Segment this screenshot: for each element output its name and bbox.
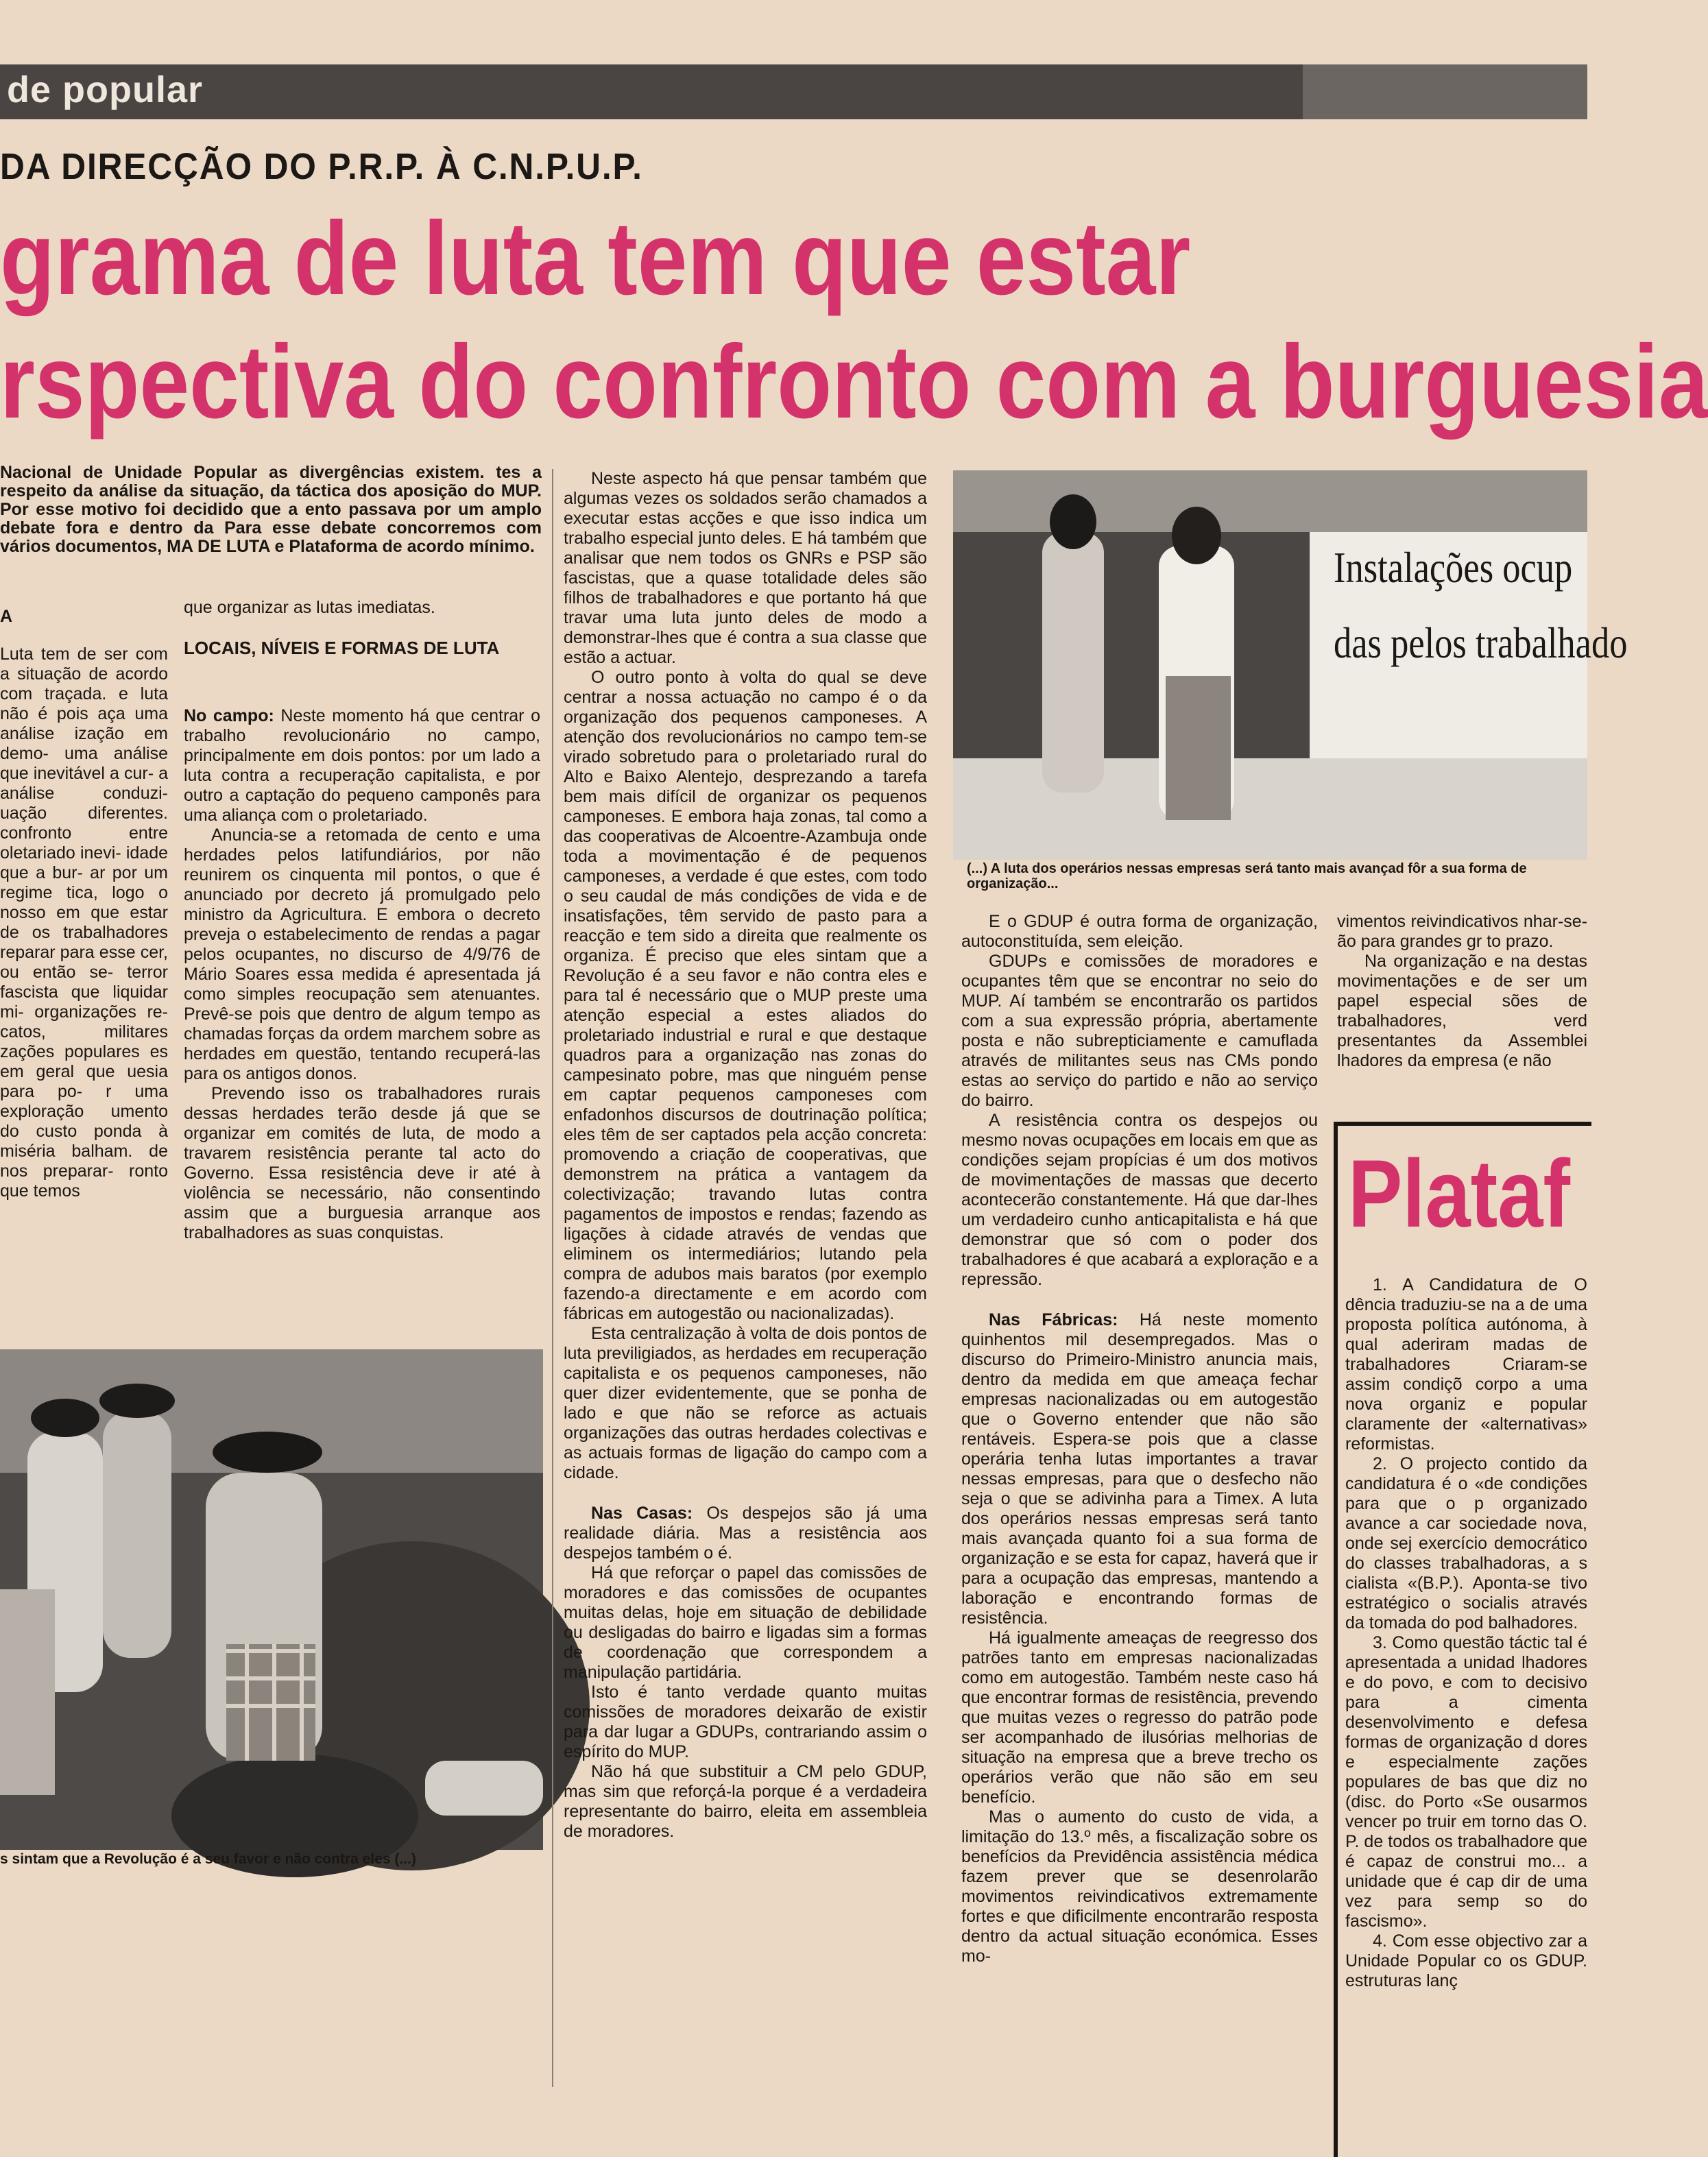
platform-title: Plataf [1348,1140,1571,1247]
column-1-marker: A [0,607,13,626]
section-title: de popular [7,69,204,110]
sign-line-1: Instalações ocup [1334,543,1573,592]
paragraph: Na organização e na destas movimentações e de ser um papel especial sões de trabalhadores, verd presentantes da Assemblei lhadores da empresa (e não [1337,952,1587,1070]
paragraph-text: Os despejos são já uma realidade diária. Mas a resistência aos despejos também o é. [564,1504,927,1563]
subhead-locais: LOCAIS, NÍVEIS E FORMAS DE LUTA [184,638,500,658]
paragraph: 1. A Candidatura de O dência traduziu-se na a de uma proposta política autónoma, à qual aderiram madas de trabalhadores Criaram-se assim condiçõ corpo a uma nova organiz e popular claramente der «alternativas» reformistas. [1345,1275,1587,1454]
paragraph: 3. Como questão táctic tal é apresentada a unidad lhadores e do povo, e com to decisivo para a cimenta desenvolvimento e defesa formas de organização d dores e especialmente zações populares de bas que diz no (disc. do Porto «Se ousarmos vencer po truir em torno das O. P. de todos os trabalhadore que é capaz de construi mo... a unidade que é cap dir de uma vez para semp so do fascismo». [1345,1633,1587,1931]
platform-text [1345,1275,1587,1991]
paragraph: 2. O projecto contido da candidatura é o «de condições para que o p organizado avance a car sociedade nova, onde sej exercício democrático do classes trabalhadoras, a s cialista «(B.P.). Aponta-se tivo estratégico o socialis através da tomada do pod balhadores. [1345,1454,1587,1632]
lead-in: Nas Fábricas: [989,1310,1118,1329]
paragraph: Prevendo isso os trabalhadores rurais dessas herdades terão desde já que se organizar em comités de luta, de modo a travarem resistência perante tal acto do Governo. Essa resistência deve ir até à violência se necessário, não consentindo assim que a burguesia arranque aos trabalhadores as suas conquistas. [184,1084,540,1242]
paragraph: E o GDUP é outra forma de organização, autoconstituída, sem eleição. [961,912,1318,951]
paragraph: GDUPs e comissões de moradores e ocupantes têm que se encontrar no seio do MUP. Aí também se encontrarão os partidos com a sua expressão própria, abertamente posta e não subrepticiamente e camuflada através de militantes seus nas CMs pondo estas ao serviço do partido e não ao serviço do bairro. [961,952,1318,1110]
column-4 [961,912,1318,1966]
lead-in: No campo: [184,706,274,725]
kicker: DA DIRECÇÃO DO P.R.P. À C.N.P.U.P. [0,146,643,187]
photo-occupied-building-caption: (...) A luta dos operários nessas empresas será tanto mais avançad fôr a sua forma de organização... [967,861,1527,891]
column-2 [184,706,540,1243]
headline-line-2: rspectiva do confronto com a burguesia [0,324,1708,440]
column-divider [552,469,553,2087]
lead-in: Nas Casas: [591,1504,693,1523]
paragraph: Isto é tanto verdade quanto muitas comissões de moradores deixarão de existir para dar lugar a GDUPs, contrariando assim o espírito do MUP. [564,1683,927,1761]
photo-peasants [0,1349,543,1850]
paragraph [564,1504,927,1563]
paragraph: Há igualmente ameaças de reegresso dos patrões tanto em empresas nacionalizadas como em autogestão. Também neste caso há que encontrar formas de resistência, prevendo que muitas vezes o regresso do patrão pode ser acompanhado de ilusórias melhorias de situação na empresa que a breve trecho os operários verão que não são em seu benefício. [961,1628,1318,1807]
paragraph-text: Neste momento há que centrar o trabalho revolucionário no campo, principalmente em dois pontos: por um lado a luta contra a recuperação capitalista, e por outro a captação do pequeno camponês para uma aliança com o proletariado. [184,706,540,825]
photo-peasants-caption: s sintam que a Revolução é a seu favor e não contra eles (...) [0,1851,416,1867]
paragraph [184,706,540,826]
sign-line-2: das pelos trabalhado [1334,618,1628,667]
paragraph: 4. Com esse objectivo zar a Unidade Popular co os GDUP. estruturas lanç [1345,1931,1587,1990]
paragraph-text: Há neste momento quinhentos mil desempregados. Mas o discurso do Primeiro-Ministro anuncia mais, dentro da medida em que ameaça fechar empresas nacionalizadas ou em autogestão que o Governo entender que não são rentáveis. Espera-se pois que a classe operária tenha lutas importantes a travar nessas empresas, para que o desfecho não seja o que se adivinha para a Timex. A luta dos operários nessas empresas será tanto mais avançada quanto foi a sua forma de organização e se esta for capaz, haverá que ir para a ocupação das empresas, mantendo a laboração e encontrando formas de resistência. [961,1310,1318,1628]
paragraph: Não há que substituir a CM pelo GDUP, mas sim que reforçá-la porque é a verdadeira representante do bairro, eleita em assembleia de moradores. [564,1762,927,1841]
lede: Nacional de Unidade Popular as divergências existem. tes a respeito da análise da situação, da táctica dos aposição do MUP. Por esse motivo foi decidido que a ento passava por um amplo debate fora e dentro da Para esse debate concorremos com vários documentos, MA DE LUTA e Plataforma de acordo mínimo. [0,463,542,556]
column-1: Luta tem de ser com a situação de acordo com traçada. e luta não é pois aça uma análise ização em demo- uma análise que inevitável a cur- a análise conduzi- uação diferentes. confronto entre oletariado inevi- idade que a bur- ar por um regime tica, logo o nosso em que estar de os trabalhadores reparar para esse cer, ou então se- terror fascista que liquidar mi- organizações re- catos, militares zações populares es em geral que uesia para po- r uma exploração umento do custo ponda à miséria balham. de nos preparar- ronto que temos [0,644,168,1201]
column-3 [564,469,927,1842]
paragraph: Há que reforçar o papel das comissões de moradores e das comissões de ocupantes muitas delas, hoje em situação de debilidade ou desligadas do bairro e ligadas sim a formas de coordenação que correspondem a manipulação partidária. [564,1563,927,1682]
photo-peasants-image [0,1349,543,1850]
paragraph: O outro ponto à volta do qual se deve centrar a nossa actuação no campo é o da organização dos pequenos camponeses. A atenção dos revolucionários no campo tem-se virado sobretudo para o proletariado rural do Alto e Baixo Alentejo, desprezando a tarefa bem mais difícil de organizar os pequenos camponeses. E embora haja zonas, tal como a das cooperativas de Alcoentre-Azambuja onde toda a movimentação é de pequenos camponeses, a verdade é que estes, com todo o seu caudal de más condições de vida e de insatisfações, têm servido de pasto para a reacção e tem sido a direita que realmente os organiza. É preciso que eles sintam que a Revolução é a seu favor e não contra eles e para tal é necessário que o MUP preste uma atenção especial a estes aliados do proletariado industrial e rural e que destaque quadros para a organização nas zonas do campesinato pobre, mas que ninguém pense em captar pequenos camponeses com enfadonhos discursos de doutrinação política; eles têm de ser captados pela acção concreta: promovendo a criação de cooperativas, que demonstrem na prática a vantagem da colectivização; travando lutas contra pagamentos de impostos e rendas; fazendo as ligações à cidade através de vendas que eliminem os intermediários; lutando pela compra de adubos mais baratos (por exemplo fazendo-a directamente e em acordo com fábricas em autogestão ou nacionalizadas). [564,668,927,1323]
column-5-top [1337,912,1587,1071]
paragraph: Esta centralização à volta de dois pontos de luta previligiados, as herdades em recuperação capitalista e os pequenos camponeses, não quer dizer evidentemente, que se ponha de lado e que não se reforce as actuais organizações das outras herdades colectivas e as actuais formas de ligação do campo com a cidade. [564,1324,927,1482]
paragraph: A resistência contra os despejos ou mesmo novas ocupações em locais em que as condições sejam propícias é um dos motivos de movimentações de massas que decerto acontecerão constantemente. Há que dar-lhes um verdadeiro cunho anticapitalista e há que demonstrar que só com o poder dos trabalhadores é que acabará a exploração e a repressão. [961,1111,1318,1289]
paragraph: Neste aspecto há que pensar também que algumas vezes os soldados serão chamados a executar estas acções e que isso indica um trabalho especial junto deles. E há também que analisar que nem todos os GNRs e PSP são fascistas, que a quase totalidade deles são filhos de trabalhadores e que portanto há que travar uma luta junto deles de modo a demonstrar-lhes que é contra a sua classe que estão a actuar. [564,469,927,667]
section-band-right [1303,64,1587,119]
paragraph: Anuncia-se a retomada de cento e uma herdades pelos latifundiários, por não reunirem os cinquenta mil pontos, o que é anunciado por decreto já promulgado pelo ministro da Agricultura. E embora o decreto preveja o estabelecimento de rendas a pagar pelos ocupantes, no discurso de 4/9/76 de Mário Soares essa medida é apresentada já como simples reocupação sem atenuantes. Prevê-se pois que dentro de algum tempo as chamadas forças da ordem marchem sobre as herdades em questão, tentando recuperá-las para os antigos donos. [184,826,540,1083]
headline-line-1: grama de luta tem que estar [0,200,1191,317]
paragraph: Mas o aumento do custo de vida, a limitação do 13.º mês, a fiscalização sobre os benefícios da Previdência assistência médica fazem prever que se desenrolarão movimentos reivindicativos extremamente fortes e que dificilmente encontrarão resposta dentro da actual situação económica. Esses mo- [961,1807,1318,1966]
photo-occupied-building [953,470,1628,860]
paragraph [961,1310,1318,1628]
paragraph: vimentos reivindicativos nhar-se-ão para grandes gr to prazo. [1337,912,1587,951]
column-2-top: que organizar as lutas imediatas. [184,598,435,617]
